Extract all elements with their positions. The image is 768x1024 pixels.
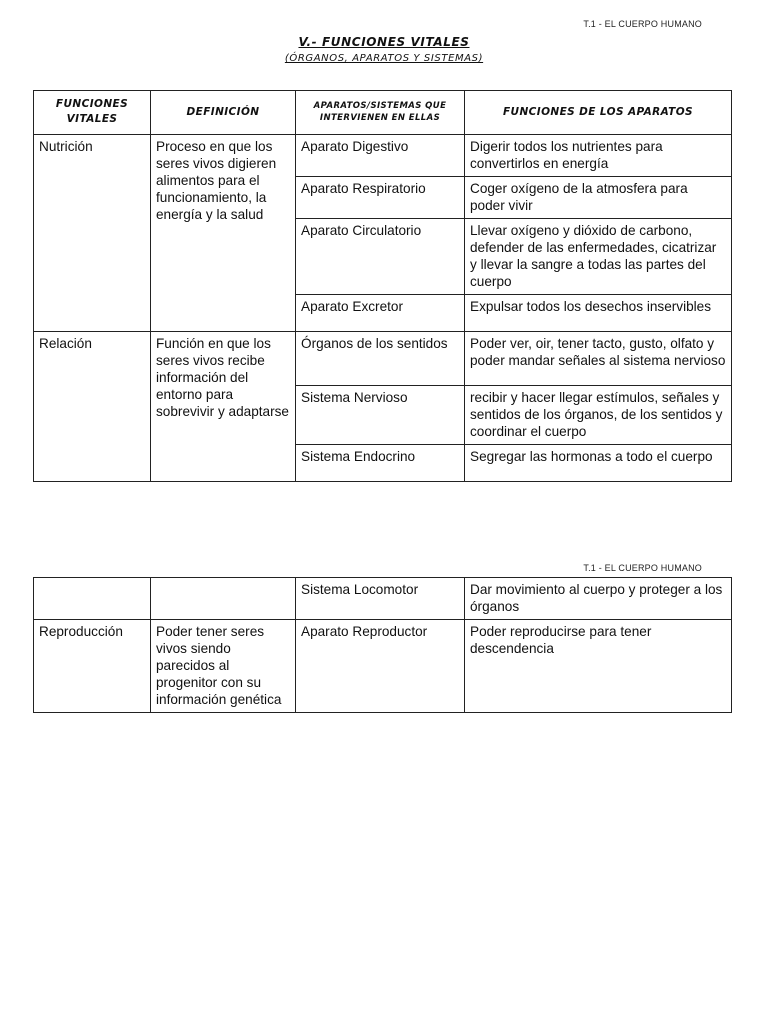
role-cell: Segregar las hormonas a todo el cuerpo — [465, 445, 732, 482]
header-definicion: DEFINICIÓN — [151, 91, 296, 135]
table-row — [34, 578, 732, 620]
running-header: T.1 - EL CUERPO HUMANO — [583, 563, 702, 573]
role-cell: Expulsar todos los desechos inservibles — [465, 295, 732, 332]
table-row — [34, 135, 732, 177]
role-cell: Dar movimiento al cuerpo y proteger a los órganos — [465, 578, 732, 620]
definition-cell: Poder tener seres vivos siendo parecidos al progenitor con su información genética — [151, 620, 296, 713]
table-header-row — [34, 91, 732, 135]
page-title: V.- FUNCIONES VITALES — [298, 35, 470, 49]
role-cell: Poder reproducirse para tener descendencia — [465, 620, 732, 713]
page-subtitle: (ÓRGANOS, APARATOS Y SISTEMAS) — [284, 53, 484, 64]
vital-functions-table-continued — [33, 577, 732, 713]
role-cell: Digerir todos los nutrientes para convertirlos en energía — [465, 135, 732, 177]
definition-cell — [151, 578, 296, 620]
system-cell: Aparato Respiratorio — [296, 177, 465, 219]
function-cell: Reproducción — [34, 620, 151, 713]
role-cell: recibir y hacer llegar estímulos, señales y sentidos de los órganos, de los sentidos y coordinar el cuerpo — [465, 386, 732, 445]
function-cell: Relación — [34, 332, 151, 482]
table-row — [34, 620, 732, 713]
system-cell: Sistema Nervioso — [296, 386, 465, 445]
table-row — [34, 332, 732, 386]
header-aparatos-sistemas: APARATOS/SISTEMAS QUE INTERVIENEN EN ELLAS — [296, 91, 465, 135]
definition-cell: Proceso en que los seres vivos digieren alimentos para el funcionamiento, la energía y la salud — [151, 135, 296, 332]
function-cell: Nutrición — [34, 135, 151, 332]
role-cell: Llevar oxígeno y dióxido de carbono, defender de las enfermedades, cicatrizar y llevar la sangre a todas las partes del cuerpo — [465, 219, 732, 295]
vital-functions-table — [33, 90, 732, 482]
system-cell: Aparato Digestivo — [296, 135, 465, 177]
function-cell — [34, 578, 151, 620]
title-block — [0, 34, 768, 67]
role-cell: Coger oxígeno de la atmosfera para poder vivir — [465, 177, 732, 219]
role-cell: Poder ver, oir, tener tacto, gusto, olfato y poder mandar señales al sistema nervioso — [465, 332, 732, 386]
system-cell: Aparato Circulatorio — [296, 219, 465, 295]
system-cell: Sistema Endocrino — [296, 445, 465, 482]
definition-cell: Función en que los seres vivos recibe información del entorno para sobrevivir y adaptarse — [151, 332, 296, 482]
header-funciones-aparatos: FUNCIONES DE LOS APARATOS — [465, 91, 732, 135]
system-cell: Aparato Excretor — [296, 295, 465, 332]
header-funciones-vitales: FUNCIONES VITALES — [34, 91, 151, 135]
system-cell: Sistema Locomotor — [296, 578, 465, 620]
system-cell: Órganos de los sentidos — [296, 332, 465, 386]
running-header: T.1 - EL CUERPO HUMANO — [583, 19, 702, 29]
system-cell: Aparato Reproductor — [296, 620, 465, 713]
